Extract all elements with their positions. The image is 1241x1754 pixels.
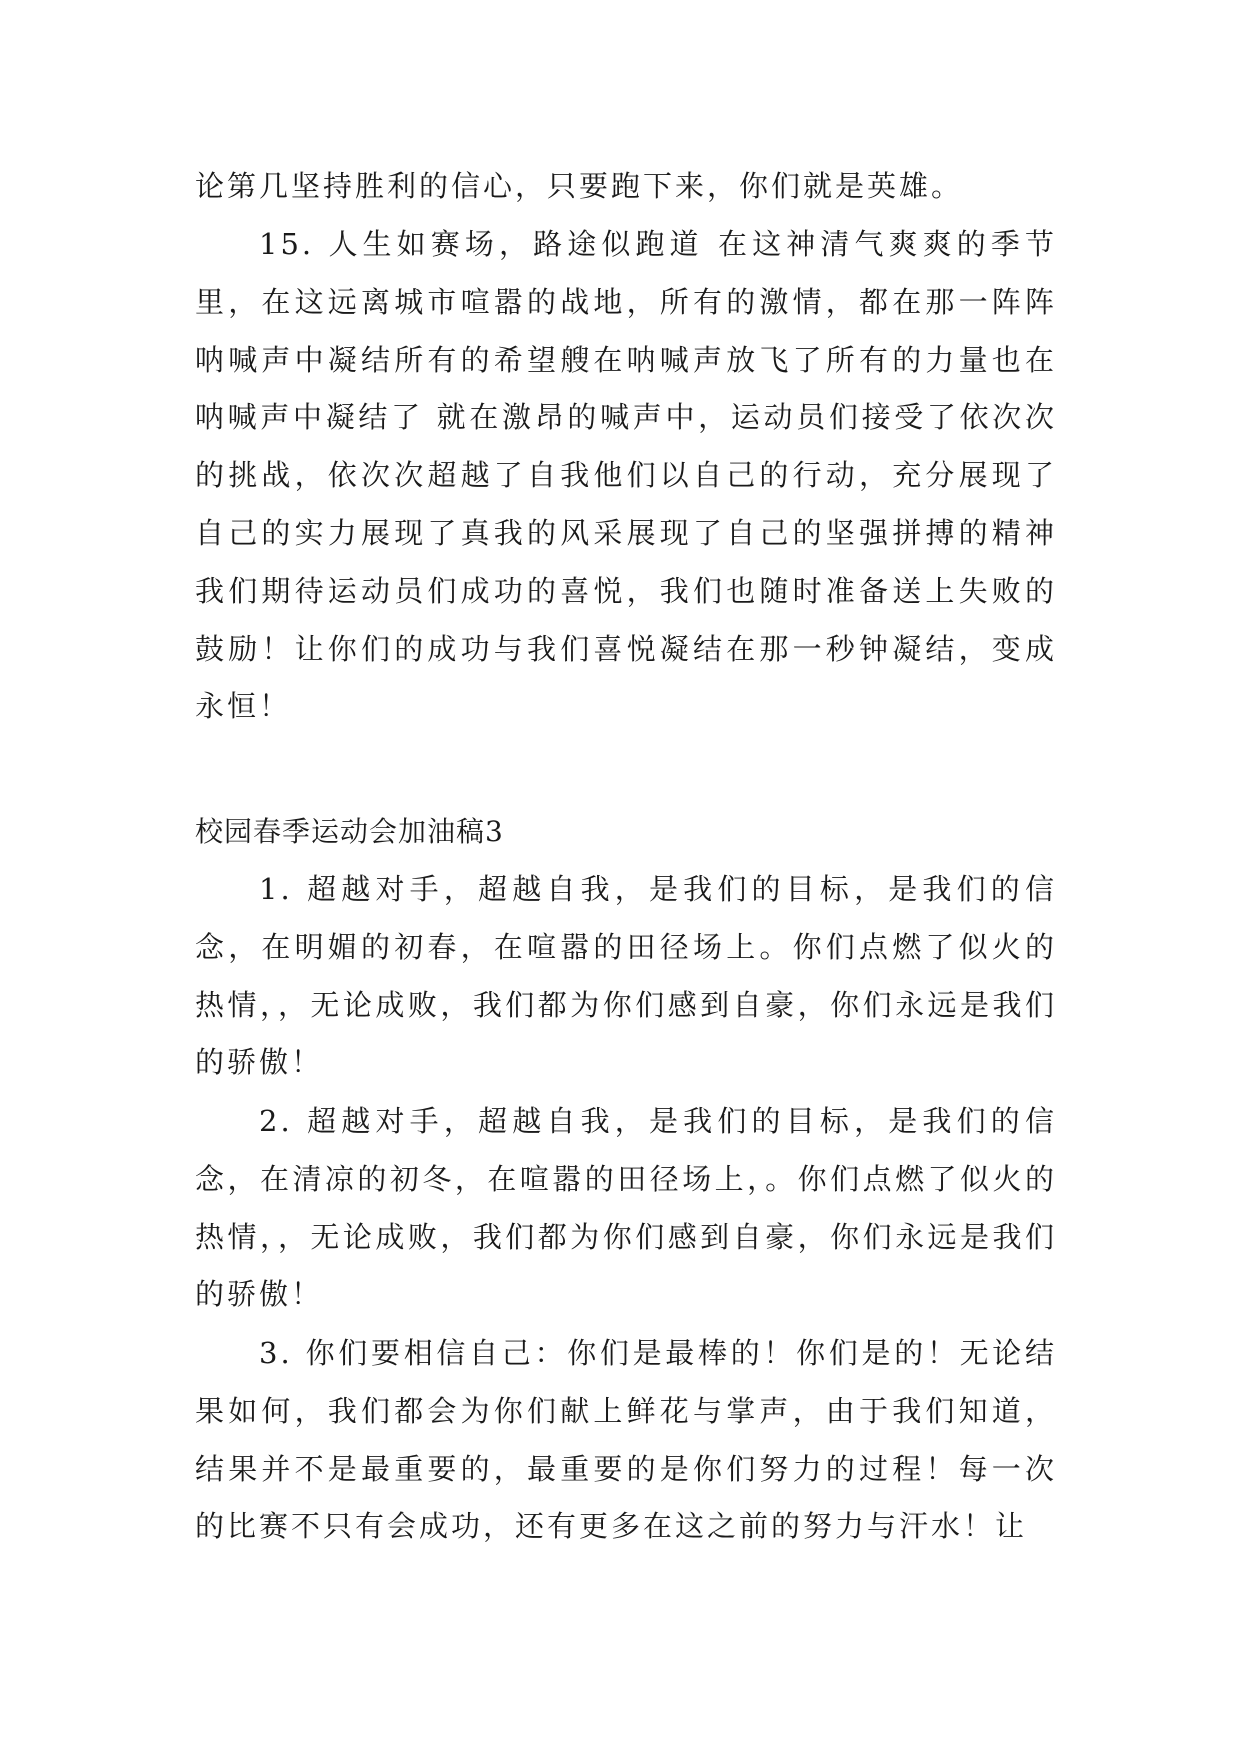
cheer-item-15: 15. 人生如赛场，路途似跑道 在这神清气爽爽的季节里，在这远离城市喧嚣的战地，所有的激情，都在那一阵阵呐喊声中凝结所有的希望艘在呐喊声放飞了所有的力量也在呐喊声中凝结了 就在激昂的喊声中，运动员们接受了依次次的挑战，依次次超越了自我他们以自己的行动，充分展现了自己的实力展现了真我的风采展现了自己的坚强拼搏的精神 我们期待运动员们成功的喜悦，我们也随时准备送上失败的鼓励！让你们的成功与我们喜悦凝结在那一秒钟凝结，变成永恒！	[195, 227, 1057, 724]
continuation-paragraph: 论第几坚持胜利的信心，只要跑下来，你们就是英雄。	[195, 169, 964, 203]
cheer-item-3: 3. 你们要相信自己：你们是最棒的！你们是的！无论结果如何，我们都会为你们献上鲜花与掌声，由于我们知道，结果并不是最重要的，最重要的是你们努力的过程！每一次的比赛不只有会成功，还有更多在这之前的努力与汗水！让	[195, 1336, 1057, 1544]
cheer-item-1: 1. 超越对手，超越自我，是我们的目标，是我们的信念，在明媚的初春，在喧嚣的田径场上。你们点燃了似火的热情，，无论成败，我们都为你们感到自豪，你们永远是我们的骄傲！	[195, 872, 1057, 1080]
section-title: 校园春季运动会加油稿3	[195, 815, 504, 848]
document-page	[195, 0, 1057, 1754]
cheer-item-2: 2. 超越对手，超越自我，是我们的目标，是我们的信念，在清凉的初冬，在喧嚣的田径场上，。你们点燃了似火的热情，，无论成败，我们都为你们感到自豪，你们永远是我们的骄傲！	[195, 1104, 1057, 1312]
